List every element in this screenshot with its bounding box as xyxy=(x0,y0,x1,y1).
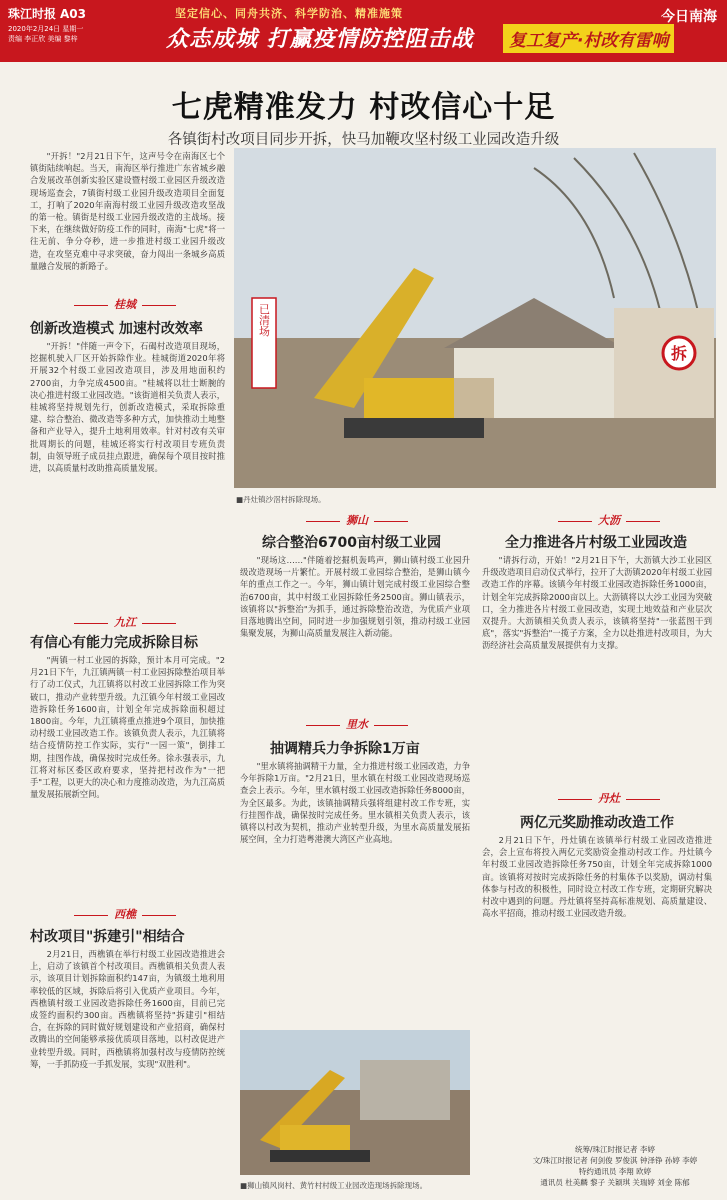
section-tag: 丹灶 xyxy=(552,790,666,806)
section-tag: 里水 xyxy=(300,716,414,732)
cleared-sign: 已清场 xyxy=(257,303,271,337)
page-number: A03 xyxy=(60,7,87,21)
page-header xyxy=(0,0,727,62)
header-slogan: 坚定信心、同舟共济、科学防治、精准施策 xyxy=(175,7,403,20)
section-title: 创新改造模式 加速村改效率 xyxy=(30,321,203,337)
section-title: 全力推进各片村级工业园改造 xyxy=(505,535,687,551)
section-body: "开拆！"伴随一声令下，石碣村改造项目现场，挖掘机驶入厂区开始拆除作业。桂城街道2020年将开展32个村级工业园改造项目，涉及用地面积约2700亩，力争完成4500亩。"桂城将以壮士断腕的决心推进村级工业园改造。"该街道相关负责人表示，桂城将坚持规划先行，创新改造模式，采取拆除重建、综合整治、微改造等多种方式，加快推动土地整备和产业导入，提升土地利用效率。针对村改有关审批周期长的问题，桂城还将实行村改项目专班负责制，由领导班子成员挂点跟进，确保每个项目按时推进，以高质量村改助推高质量发展。 xyxy=(30,341,225,474)
photo-caption: ■丹灶镇沙滘村拆除现场。 xyxy=(236,495,326,504)
section-body: "里水镇将抽调精干力量，全力推进村级工业园改造，力争今年拆除1万亩。"2月21日，里水镇在村级工业园改造现场巡查会上表示。今年，里水镇村级工业园改造拆除任务8000亩，为全区最多。为此，该镇抽调精兵强将组建村改工作专班，实行挂图作战，确保按时完成任务。里水镇相关负责人表示，该镇将以村改为契机，推动产业转型升级，为里水高质量发展拓展空间，全力打造粤港澳大湾区产业高地。 xyxy=(240,761,470,845)
section-tag: 桂城 xyxy=(68,296,182,312)
section-body: "请拆行动，开始！"2月21日下午，大沥镇大沙工业园区升级改造项目启动仪式举行，拉开了大沥镇2020年村级工业园改造工作的序幕。该镇今年村级工业园改造拆除任务1000亩，计划全年完成拆除2000亩以上。大沥镇将以大沙工业园为突破口，全力推进各片村级工业园改造，实现土地效益和产业层次双提升。大沥镇相关负责人表示，该镇将坚持"一张蓝图干到底"，落实"拆整治"一揽子方案，全力以赴推进村改项目，为大沥经济社会高质量发展提供有力支撑。 xyxy=(482,555,712,651)
photo-caption: ■狮山镇风岗村、黄竹村村级工业园改造现场拆除现场。 xyxy=(240,1181,428,1190)
paper-name: 珠江时报 A03 xyxy=(8,7,87,21)
section-title: 抽调精兵力争拆除1万亩 xyxy=(270,741,420,757)
credit-line: 特约通讯员 李翔 欧婷 xyxy=(578,1167,652,1176)
section-tag: 大沥 xyxy=(552,512,666,528)
section-body: "两镇一村工业园的拆除，预计本月可完成。"2月21日下午，九江镇两镇一村工业园拆除整治项目举行了动工仪式，九江镇将以村改工业园拆除工作为突破口，推动产业转型升级。九江镇今年村级工业园改造拆除任务1600亩，计划全年完成拆除面积超过1800亩。今年，九江镇将重点推进9个项目，加快推动村级工业园改造工作。该镇负责人表示，九江镇将结合疫情防控工作实际，实行"一园一策"，倒排工期，挂图作战，确保按时完成任务。徐永强表示，九江将对标区委区政府要求，坚持把村改作为"一把手"工程，以更大的决心和力度推动改造，为九江高质量发展拓展新空间。 xyxy=(30,655,225,800)
section-tag: 西樵 xyxy=(68,906,182,922)
credit-line: 统筹/珠江时报记者 李婷 xyxy=(575,1145,655,1154)
subheadline: 各镇街村改项目同步开拆，快马加鞭攻坚村级工业园改造升级 xyxy=(167,132,560,148)
section-title: 综合整治6700亩村级工业园 xyxy=(262,535,441,551)
section-title: 村改项目"拆建引"相结合 xyxy=(30,929,185,945)
section-body: 2月21日下午，丹灶镇在该镇举行村级工业园改造推进会，会上宣布将投入两亿元奖励资金推动村改工作。丹灶镇今年村级工业园改造拆除任务750亩，计划全年完成拆除1000亩。该镇将对按时完成拆除任务的村集体予以奖励，调动村集体参与村改的积极性，同时设立村改工作专班，定期研究解决村改中遇到的问题。丹灶镇将坚持高标准规划、高质量建设、高水平招商，推动村级工业园改造升级。 xyxy=(482,835,712,919)
section-name: 今日南海 xyxy=(661,9,717,25)
lead-paragraph: "开拆！"2月21日下午，这声号令在南海区七个镇街陆续响起。当天，南海区举行推进广东省城乡融合发展改革创新实验区建设暨村级工业园区升级改造现场巡查会，7镇街村级工业园升级改造项目全面复工，打响了2020年南海村级工业园升级改造攻坚战的第一枪。镇街是村级工业园升级改造的主战场。接下来，在继续做好防疫工作的同时，南海"七虎"将一往无前、争分夺秒，进一步推进村级工业园升级改造，在攻坚克难中寻求突破，奋力闯出一条城乡高质量融合发展的新路子。 xyxy=(30,151,225,271)
section-body: "现场这……"伴随着挖掘机轰鸣声，狮山镇村级工业园升级改造现场一片繁忙。开展村级工业园综合整治，是狮山镇今年的重点工作之一。今年，狮山镇计划完成村级工业园综合整治6700亩，其中村级工业园拆除任务2500亩。狮山镇表示，该镇将以"拆整治"为抓手，通过拆除整治改造，为优质产业项目落地腾出空间，同时进一步加强规划引领，推动村级工业园集聚发展，为狮山高质量发展注入新动能。 xyxy=(240,555,470,639)
credit-line: 通讯员 杜美麟 黎子 关颖琪 关瑞婷 刘金 陈郁 xyxy=(540,1178,690,1187)
editors-line: 责编 李正欣 美编 黎梓 xyxy=(8,35,78,43)
section-tag: 狮山 xyxy=(300,512,414,528)
section-title: 有信心有能力完成拆除目标 xyxy=(30,635,198,651)
section-tag: 九江 xyxy=(68,614,182,630)
demolish-sign: 拆 xyxy=(670,344,688,363)
banner-tag: 复工复产·村改有雷响 xyxy=(503,24,674,53)
main-photo xyxy=(234,148,716,488)
section-body: 2月21日，西樵镇在举行村级工业园改造推进会上，启动了该镇首个村改项目。西樵镇相关负责人表示，该项目计划拆除面积约147亩，为镇级土地利用率较低的区域，拆除后将引入优质产业项目。今年，西樵镇村级工业园改造拆除任务1600亩，目前已完成签约面积约300亩。西樵镇将坚持"拆建引"相结合，在拆除的同时做好规划建设和产业招商，确保村改腾出的空间能够承接优质项目落地，以村改促进产业转型升级。同时，西樵镇将加强村改与疫情防控统筹，一手抓防疫一手抓发展，实现"双胜利"。 xyxy=(30,949,225,1069)
headline: 七虎精准发力 村改信心十足 xyxy=(171,90,556,125)
bottom-photo xyxy=(240,1030,470,1175)
section-title: 两亿元奖励推动改造工作 xyxy=(520,815,674,831)
credit-line: 文/珠江时报记者 何剑俊 罗俊淇 钟泽铮 孙婷 李婷 xyxy=(532,1156,698,1165)
header-banner: 众志成城 打赢疫情防控阻击战 xyxy=(166,26,474,52)
credits xyxy=(520,1144,710,1188)
date-line: 2020年2月24日 星期一 责编 李正欣 美编 黎梓 xyxy=(8,24,126,44)
